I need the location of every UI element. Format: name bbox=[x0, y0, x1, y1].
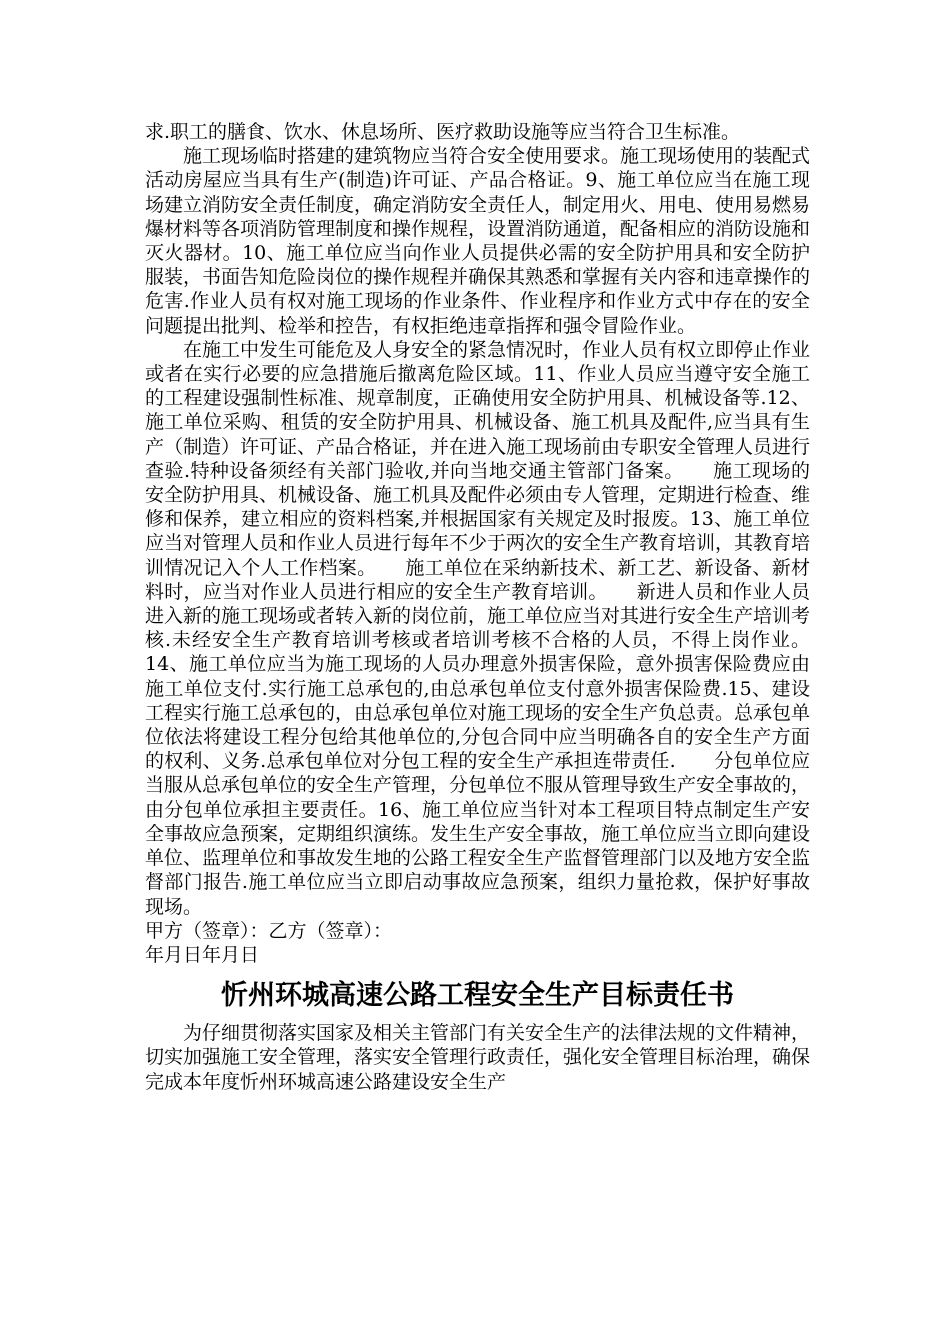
intro-paragraph: 为仔细贯彻落实国家及相关主管部门有关安全生产的法律法规的文件精神，切实加强施工安全管理，落实安全管理行政责任，强化安全管理目标治理，确保完成本年度忻州环城高速公路建设安全生产 bbox=[145, 1022, 811, 1093]
date-line: 年月日年月日 bbox=[145, 943, 260, 966]
paragraph-emergency: 在施工中发生可能危及人身安全的紧急情况时，作业人员有权立即停止作业或者在实行必要的应急措施后撤离危险区域。11、作业人员应当遵守安全施工的工程建设强制性标准、规章制度，正确使用安全防护用具、机械设备等.12、施工单位采购、租赁的安全防护用具、机械设备、施工机具及配件,应当具有生产（制造）许可证、产品合格证，并在进入施工现场前由专职安全管理人员进行查验.特种设备须经有关部门验收,并向当地交通主管部门备案。 施工现场的安全防护用具、机械设备、施工机具及配件必须由专人管理，定期进行检查、维修和保养，建立相应的资料档案,并根据国家有关规定及时报废。13、施工单位应当对管理人员和作业人员进行每年不少于两次的安全生产教育培训，其教育培训情况记入个人工作档案。 施工单位在采纳新技术、新工艺、新设备、新材料时，应当对作业人员进行相应的安全生产教育培训。 新进人员和作业人员进入新的施工现场或者转入新的岗位前，施工单位应当对其进行安全生产培训考核.未经安全生产教育培训考核或者培训考核不合格的人员，不得上岗作业。14、施工单位应当为施工现场的人员办理意外损害保险，意外损害保险费应由施工单位支付.实行施工总承包的,由总承包单位支付意外损害保险费.15、建设工程实行施工总承包的，由总承包单位对施工现场的安全生产负总责。总承包单位依法将建设工程分包给其他单位的,分包合同中应当明确各自的安全生产方面的权利、义务.总承包单位对分包工程的安全生产承担连带责任. 分包单位应当服从总承包单位的安全生产管理，分包单位不服从管理导致生产安全事故的，由分包单位承担主要责任。16、施工单位应当针对本工程项目特点制定生产安全事故应急预案，定期组织演练。发生生产安全事故，施工单位应当立即向建设单位、监理单位和事故发生地的公路工程安全生产监督管理部门以及地方安全监督部门报告.施工单位应当立即启动事故应急预案，组织力量抢救，保护好事故现场。 bbox=[145, 338, 811, 918]
document-page bbox=[145, 120, 810, 1094]
section-title: 忻州环城高速公路工程安全生产目标责任书 bbox=[221, 980, 734, 1012]
paragraph-temporary-buildings: 施工现场临时搭建的建筑物应当符合安全使用要求。施工现场使用的装配式活动房屋应当具有生产(制造)许可证、产品合格证。9、施工单位应当在施工现场建立消防安全责任制度，确定消防安全责任人，制定用火、用电、使用易燃易爆材料等各项消防管理制度和操作规程，设置消防通道，配备相应的消防设施和灭火器材。10、施工单位应当向作业人员提供必需的安全防护用具和安全防护服装，书面告知危险岗位的操作规程并确保其熟悉和掌握有关内容和违章操作的危害.作业人员有权对施工现场的作业条件、作业程序和作业方式中存在的安全问题提出批判、检举和控告，有权拒绝违章指挥和强令冒险作业。 bbox=[145, 145, 811, 337]
signature-line: 甲方（签章）：乙方（签章）： bbox=[145, 919, 393, 942]
paragraph-continuation: 求.职工的膳食、饮水、休息场所、医疗救助设施等应当符合卫生标准。 bbox=[145, 121, 741, 143]
